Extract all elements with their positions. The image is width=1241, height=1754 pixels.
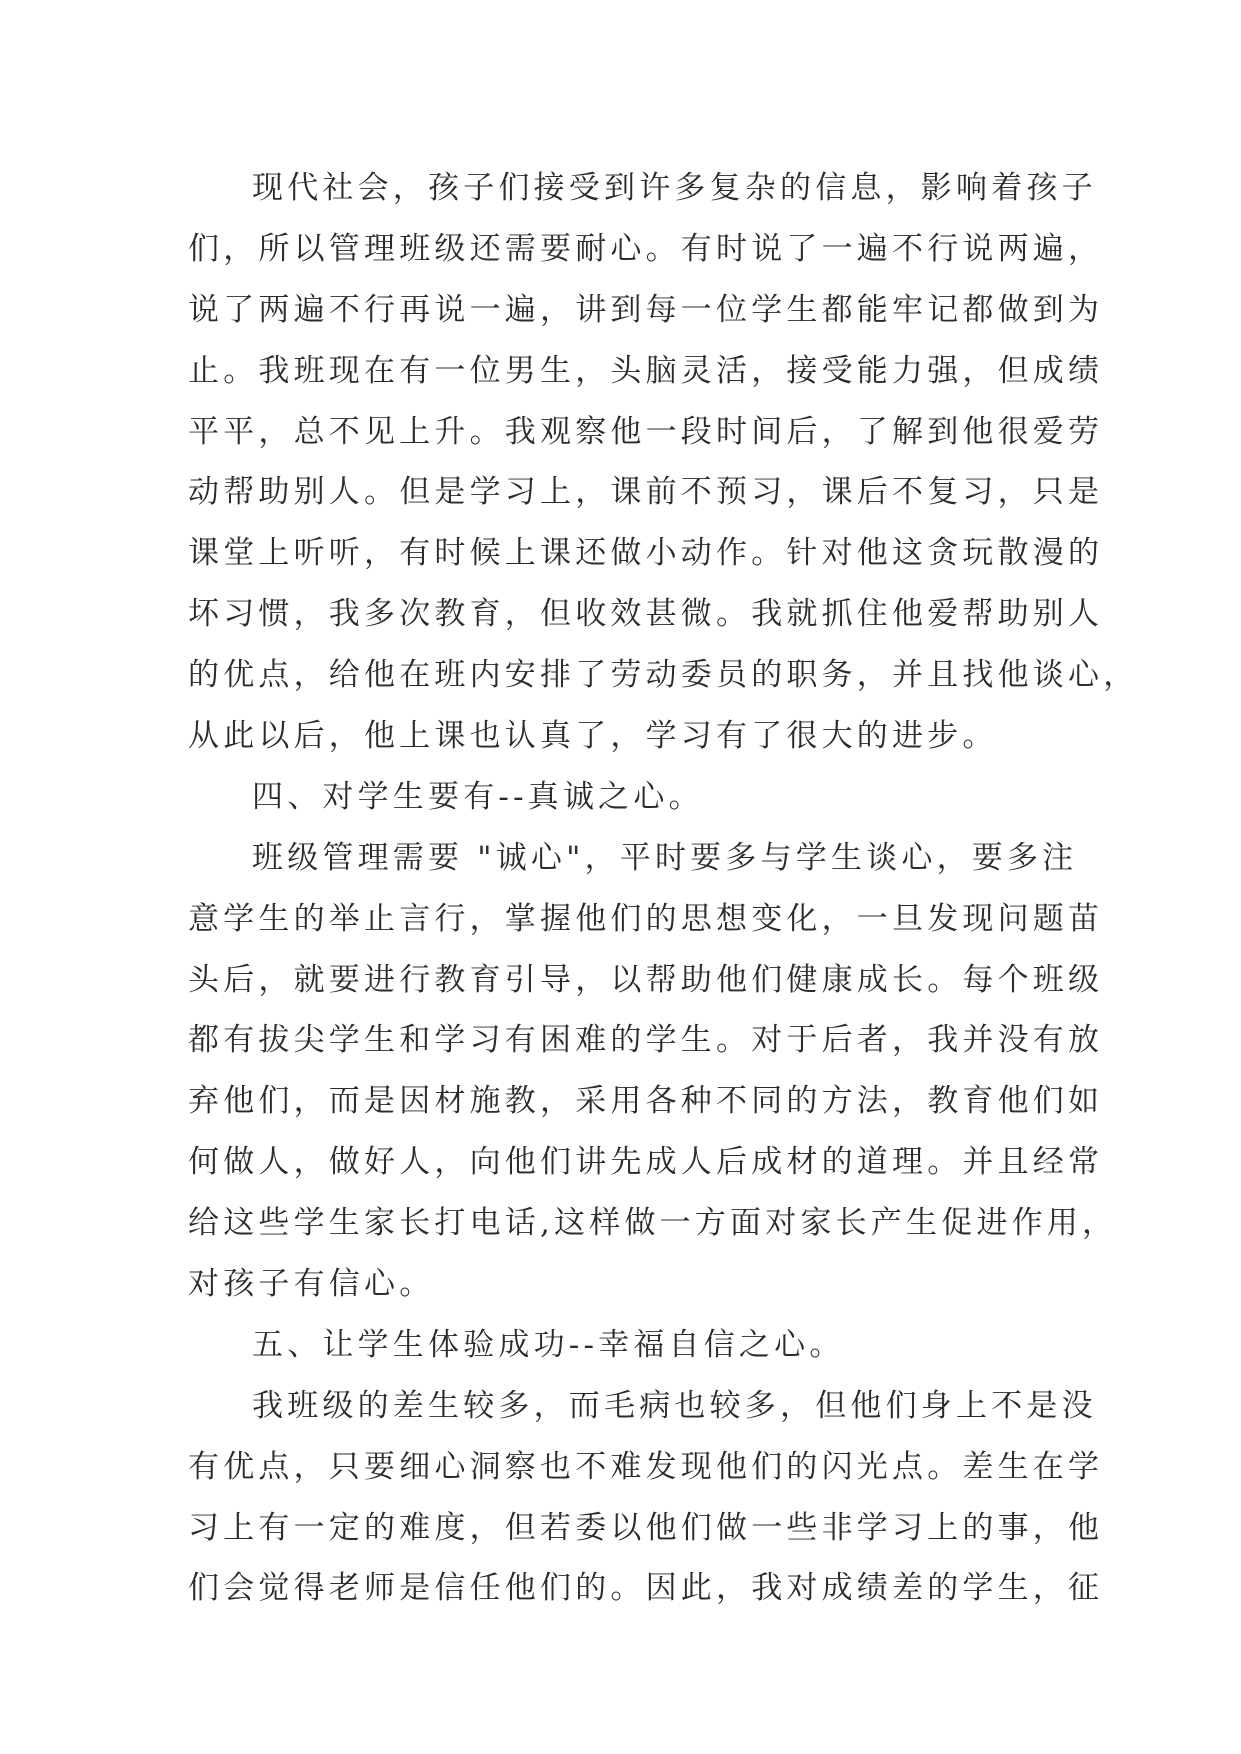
paragraph-line: 课堂上听听，有时候上课还做小动作。针对他这贪玩散漫的 xyxy=(188,535,1104,572)
paragraph-line: 说了两遍不行再说一遍，讲到每一位学生都能牢记都做到为 xyxy=(188,291,1104,328)
body-text xyxy=(188,158,1139,1619)
paragraph-line: 意学生的举止言行，掌握他们的思想变化，一旦发现问题苗 xyxy=(188,900,1104,937)
paragraph-line: 何做人，做好人，向他们讲先成人后成材的道理。并且经常 xyxy=(188,1144,1104,1181)
paragraph-line: 的优点，给他在班内安排了劳动委员的职务，并且找他谈心， xyxy=(188,657,1139,694)
paragraph-line: 从此以后，他上课也认真了，学习有了很大的进步。 xyxy=(188,718,998,755)
paragraph-line: 都有拔尖学生和学习有困难的学生。对于后者，我并没有放 xyxy=(188,1022,1104,1059)
paragraph-line: 我班级的差生较多，而毛病也较多，但他们身上不是没 xyxy=(252,1387,1097,1424)
paragraph-line: 止。我班现在有一位男生，头脑灵活，接受能力强，但成绩 xyxy=(188,352,1104,389)
paragraph-line: 平平，总不见上升。我观察他一段时间后，了解到他很爱劳 xyxy=(188,413,1104,450)
paragraph-line: 有优点，只要细心洞察也不难发现他们的闪光点。差生在学 xyxy=(188,1448,1104,1485)
paragraph-line: 给这些学生家长打电话,这样做一方面对家长产生促进作用， xyxy=(188,1205,1118,1242)
paragraph-line: 对孩子有信心。 xyxy=(188,1266,435,1303)
paragraph-line: 坏习惯，我多次教育，但收效甚微。我就抓住他爱帮助别人 xyxy=(188,596,1104,633)
paragraph-line: 现代社会，孩子们接受到许多复杂的信息，影响着孩子 xyxy=(252,170,1097,206)
paragraph-line: 们，所以管理班级还需要耐心。有时说了一遍不行说两遍， xyxy=(188,230,1104,267)
paragraph-line: 弃他们，而是因材施教，采用各种不同的方法，教育他们如 xyxy=(188,1083,1104,1120)
section-heading: 四、对学生要有--真诚之心。 xyxy=(252,778,704,815)
paragraph-line: 班级管理需要 "诚心"，平时要多与学生谈心，要多注 xyxy=(252,839,1078,876)
paragraph-line: 们会觉得老师是信任他们的。因此，我对成绩差的学生，征 xyxy=(188,1570,1104,1607)
paragraph-line: 头后，就要进行教育引导，以帮助他们健康成长。每个班级 xyxy=(188,961,1104,998)
section-heading: 五、让学生体验成功--幸福自信之心。 xyxy=(252,1326,845,1363)
paragraph-line: 动帮助别人。但是学习上，课前不预习，课后不复习，只是 xyxy=(188,474,1104,511)
paragraph-line: 习上有一定的难度，但若委以他们做一些非学习上的事，他 xyxy=(188,1509,1104,1546)
